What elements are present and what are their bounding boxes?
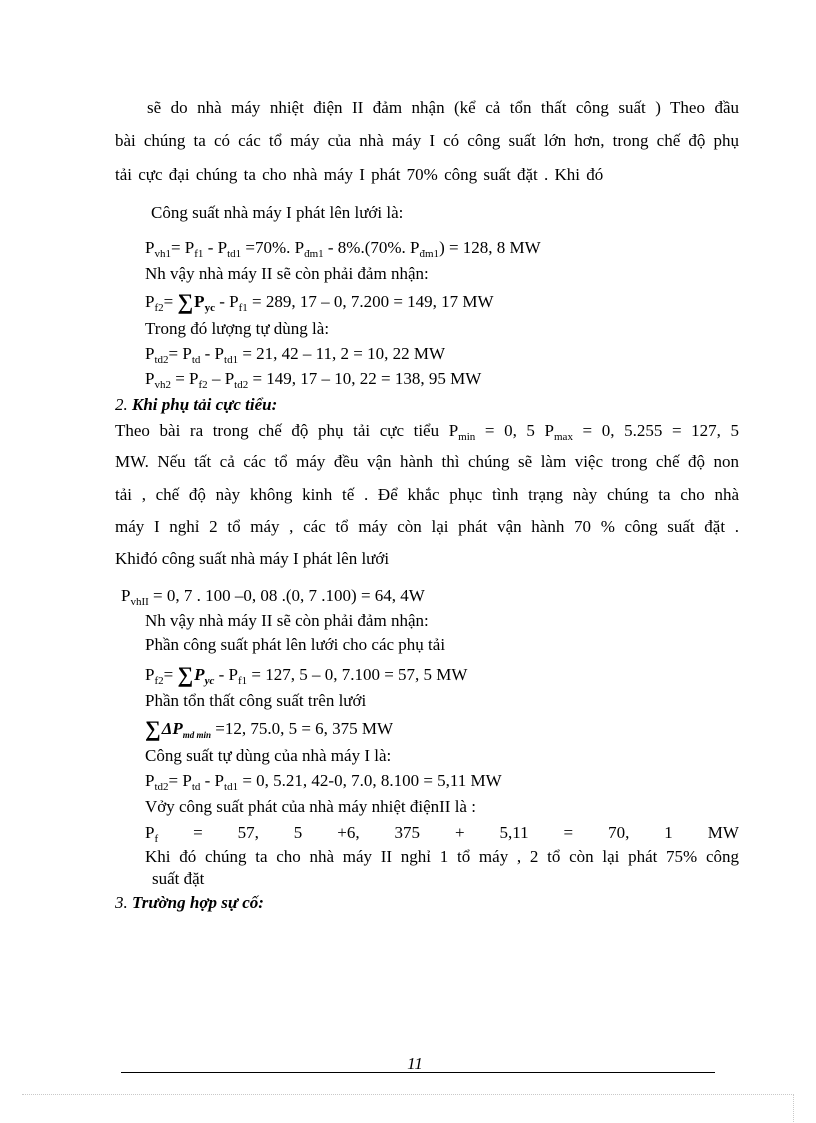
final-line-1: Khi đó chúng ta cho nhà máy II nghỉ 1 tổ máy , 2 tổ còn lại phát 75% công xyxy=(145,847,739,866)
page-border-right xyxy=(793,1094,794,1122)
sum-symbol-icon: ∑ xyxy=(177,662,194,687)
section-heading-3: 3. Trường hợp sự cố: xyxy=(115,893,264,912)
paragraph-1-line-3: tải cực đại chúng ta cho nhà máy I phát 70% công suất đặt . Khi đó xyxy=(115,165,604,184)
self-use-label: Trong đó lượng tự dùng là: xyxy=(145,319,330,338)
paragraph-2-line-4: máy I nghỉ 2 tổ máy , các tổ máy còn lại phát vận hành 70 % công suất đặt . xyxy=(115,517,739,536)
equation-pvh2: $P_{vh2} = P_{f2} - P_{td2} = 149$, 17 – 10, 22 = 138, 95 MW xyxy=(145,369,482,391)
page-number: 11 xyxy=(407,1054,423,1073)
paragraph-2-line-1: Theo bài ra trong chế độ phụ tải cực tiểu $P_{min} = 0$, 5 $P_{max} = 0$, 5.255 = 127, 5 xyxy=(115,421,739,443)
equation-pf-total: $P_f$ = 57, 5 +6, 375 + 5,11 = 70, 1 MW xyxy=(145,823,739,845)
paragraph-2-line-2: MW. Nếu tất cả các tổ máy đều vận hành thì chúng sẽ làm việc trong chế độ non xyxy=(115,452,739,471)
paragraph-1-line-1: sẽ do nhà máy nhiệt điện II đảm nhận (kể cả tổn thất công suất ) Theo đầu xyxy=(147,98,739,117)
line-loss-label: Phần tổn thất công suất trên lưới xyxy=(145,691,367,710)
plant2-remaining-label-2: Nh vậy nhà máy II sẽ còn phải đảm nhận: xyxy=(145,611,429,630)
equation-ptd2-max: $P_{td2}= P_{td} - P_{td1} = 21$, 42 – 11, 2 = 10, 22 MW xyxy=(145,344,446,366)
paragraph-1-line-2: bài chúng ta có các tổ máy của nhà máy I có công suất lớn hơn, trong chế độ phụ xyxy=(115,131,739,150)
grid-supply-label: Phần công suất phát lên lưới cho các phụ tải xyxy=(145,635,446,654)
sum-symbol-icon: ∑ xyxy=(177,289,194,314)
equation-pvhII: $P_{vhII} = 0$, 7 . 100 –0, 08 .(0, 7 .100) = 64, 4W xyxy=(121,586,425,608)
equation-pf2-min: $P_{f2}= \sum P_{yc} - P_{f1} = 127$, 5 – 0, 7.100 = 57, 5 MW xyxy=(145,662,468,687)
footer-rule xyxy=(121,1072,715,1073)
section-heading-2: 2. Khi phụ tải cực tiểu: xyxy=(115,395,278,414)
equation-line-loss: $\sum\Delta P_{md min} =12$, 75.0, 5 = 6, 375 MW xyxy=(145,716,394,741)
paragraph-2-line-3: tải , chế độ này không kinh tế . Để khắc phục tình trạng này chúng ta cho nhà xyxy=(115,485,739,504)
plant1-output-label: Công suất nhà máy I phát lên lưới là: xyxy=(151,203,404,222)
page-border-bottom xyxy=(22,1094,794,1095)
plant2-remaining-label-1: Nh vậy nhà máy II sẽ còn phải đảm nhận: xyxy=(145,264,429,283)
self-use-label-2: Công suất tự dùng của nhà máy I là: xyxy=(145,746,392,765)
equation-pf2-max: $P_{f2}= \sum P_{yc} - P_{f1} = 289$, 17 – 0, 7.200 = 149, 17 MW xyxy=(145,289,494,314)
final-line-2: suất đặt xyxy=(152,869,205,888)
paragraph-2-line-5: Khiđó công suất nhà máy I phát lên lưới xyxy=(115,549,390,568)
sum-symbol-icon: ∑ xyxy=(145,716,161,741)
total-output-label: Vởy công suất phát của nhà máy nhiệt điệnII là : xyxy=(145,797,476,816)
equation-pvh1: $P_{vh1}= P_{f1} - P_{td1} =70\%$. $P_{đm1} - 8\%.(70\%$. $P_{đm1}) = 128$, 8 MW xyxy=(145,238,541,260)
equation-ptd2-min: $P_{td2}= P_{td} - P_{td1} = 0$, 5.21, 42-0, 7.0, 8.100 = 5,11 MW xyxy=(145,771,502,793)
